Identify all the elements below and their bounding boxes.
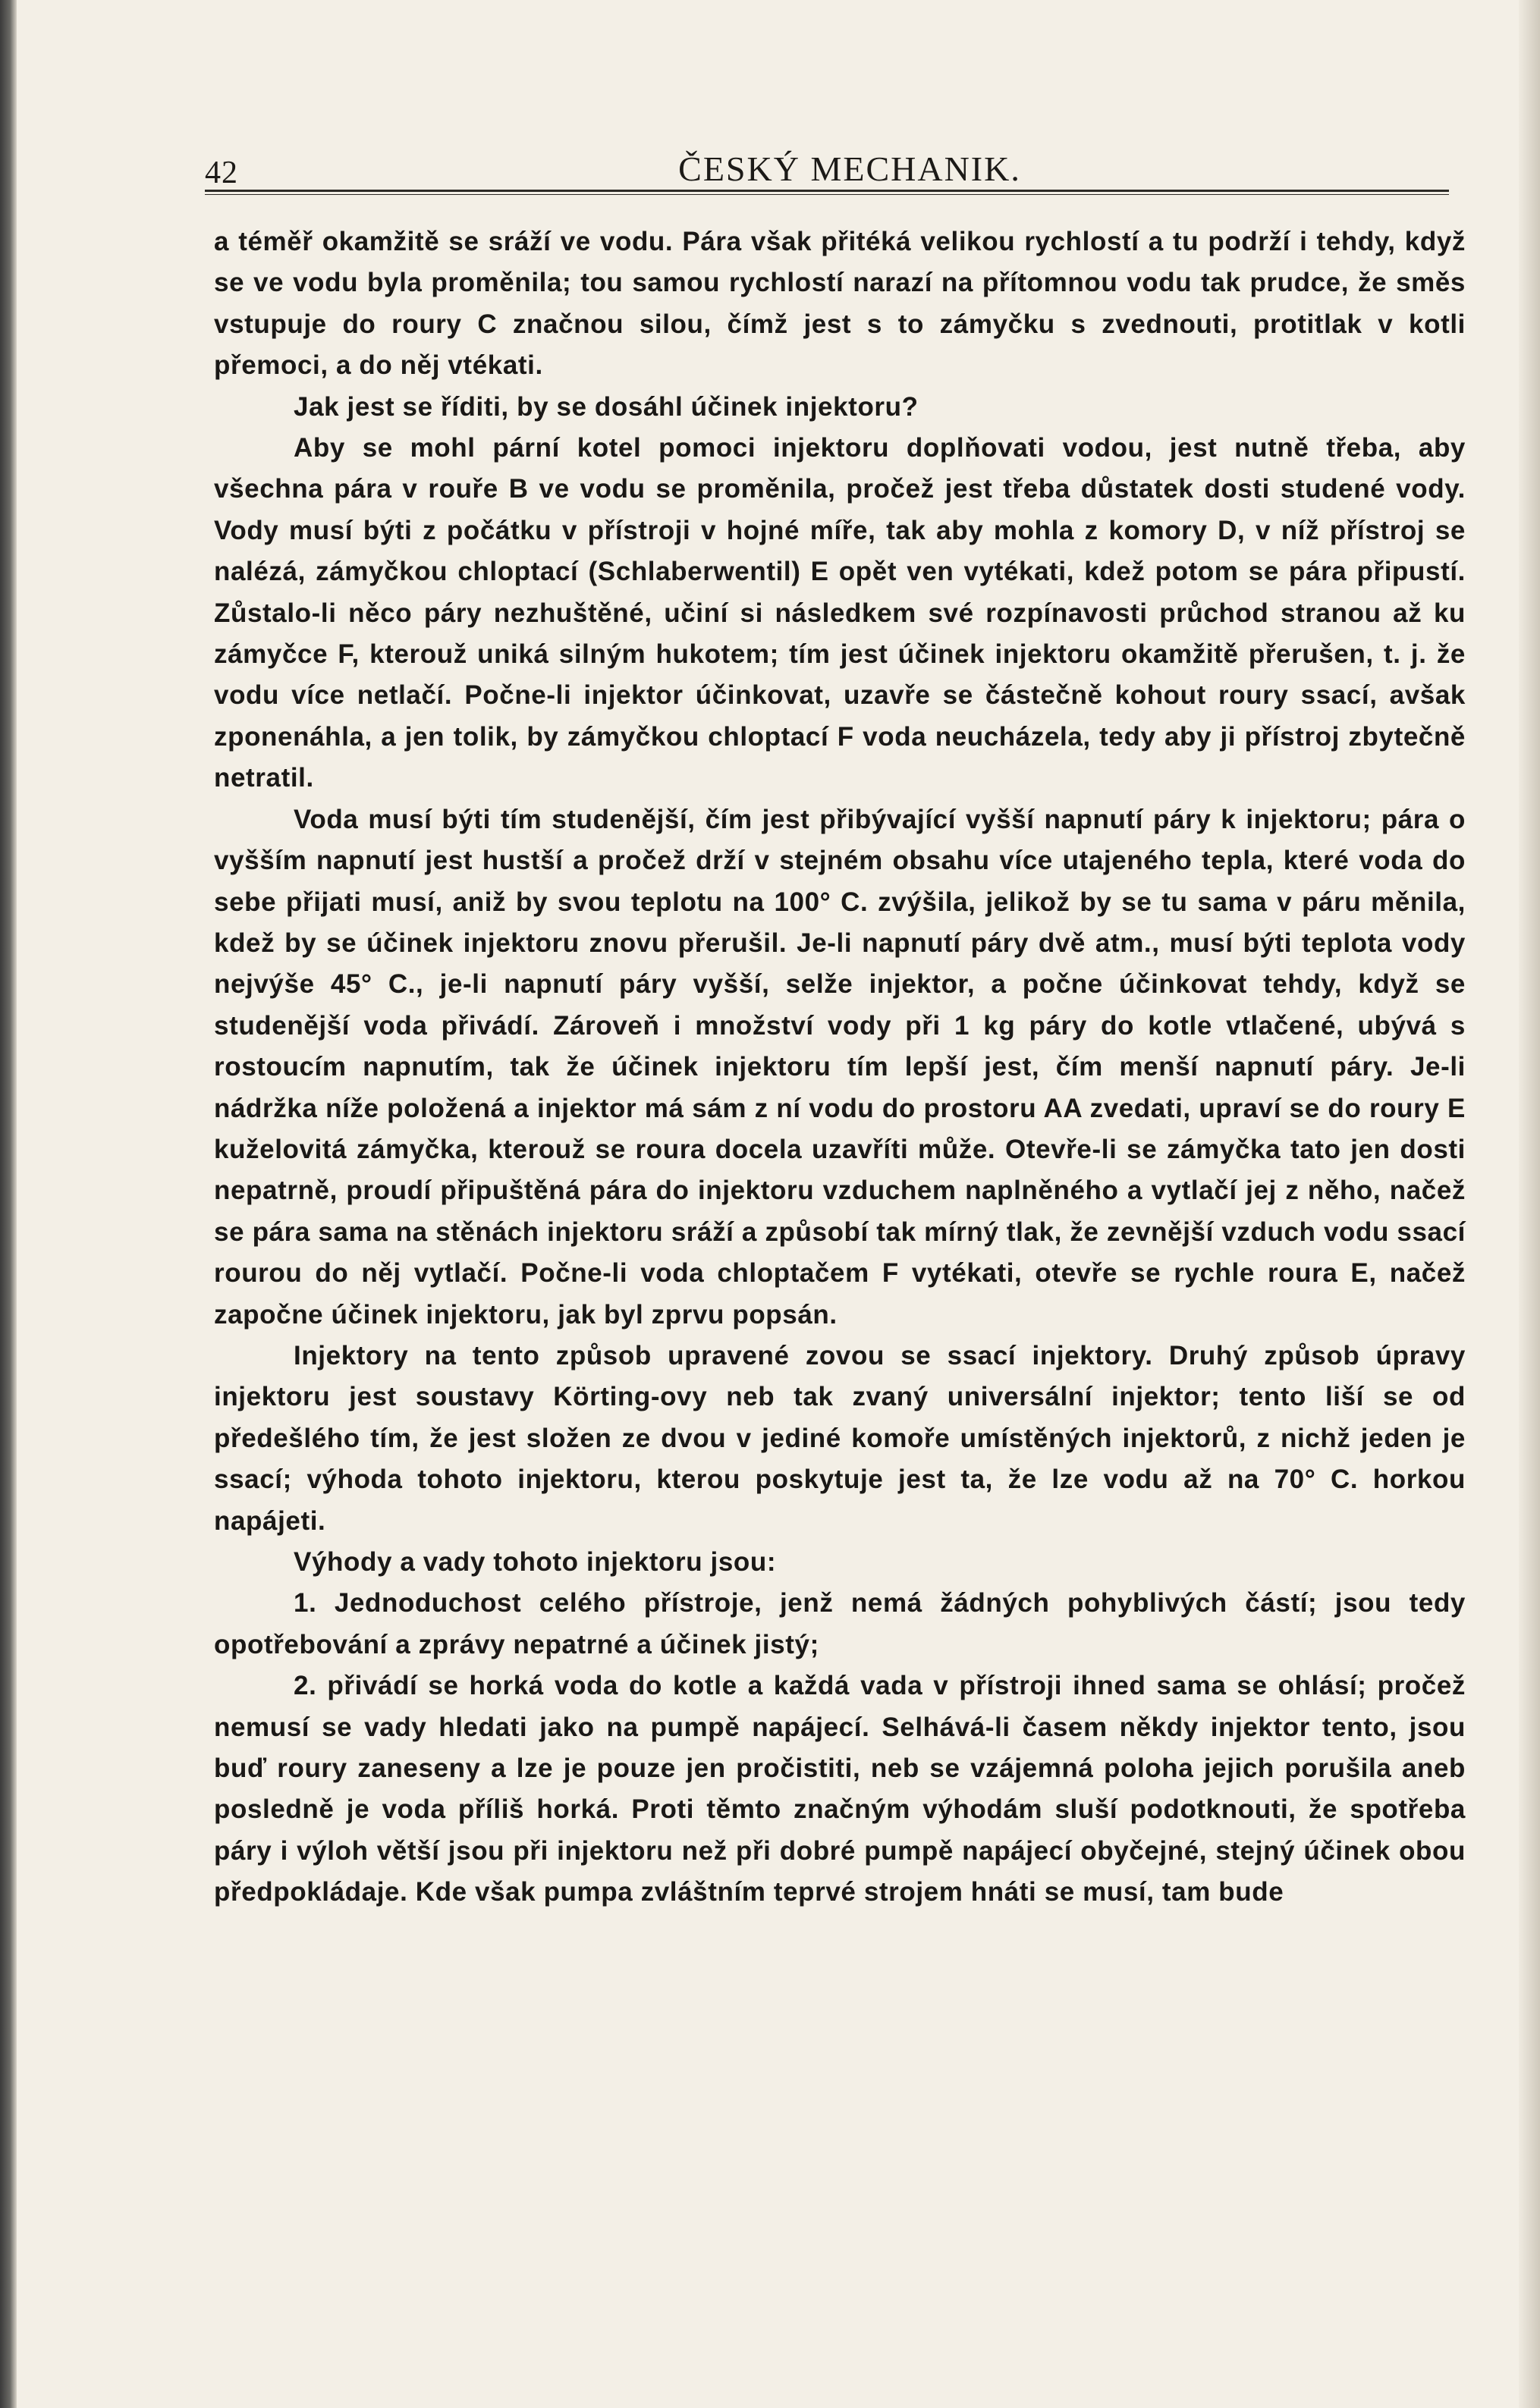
paragraph-advantage-2: 2. přivádí se horká voda do kotle a každá vada v přístroji ihned sama se ohlásí; pročež nemusí se vady hledati jako na pumpě napájecí. Selhává-li časem někdy injektor tento, jsou buď roury zaneseny a lze je pouze jen pročistiti, neb se vzájemná poloha jejich porušila aneb posledně je voda příliš horká. Proti těmto značným výhodám sluší podotknouti, že spotřeba páry i výloh větší jsou při injektoru než při dobré pumpě napájecí obyčejné, stejný účinek obou předpokládaje. Kde však pumpa zvláštním teprvé strojem hnáti se musí, tam bude xyxy=(214,1671,1466,1907)
body-text xyxy=(214,221,1466,1914)
paragraph-advantages-heading: Výhody a vady tohoto injektoru jsou: xyxy=(294,1547,777,1577)
paragraph-water-temperature: Voda musí býti tím studenější, čím jest přibývající vyšší napnutí páry k injektoru; pára o vyšším napnutí jest hustší a pročež drží v stejném obsahu více utajeného tepla, které voda do sebe přijati musí, aniž by svou teplotu na 100° C. zvýšila, jelikož by se tu sama v páru měnila, kdež by se účinek injektoru znovu přerušil. Je-li napnutí páry dvě atm., musí býti teplota vody nejvýše 45° C., je-li napnutí páry vyšší, selže injektor, a počne účinkovat tehdy, když se studenější voda přivádí. Zároveň i množství vody při 1 kg páry do kotle vtlačené, ubývá s rostoucím napnutím, tak že účinek injektoru tím lepší jest, čím menší napnutí páry. Je-li nádržka níže položená a injektor má sám z ní vodu do prostoru AA zvedati, upraví se do roury E kuželovitá zámyčka, kterouž se roura docela uzavříti může. Otevře-li se zámyčka tato jen dosti nepatrně, proudí připuštěná pára do injektoru vzduchem naplněného a vytlačí jej z něho, načež se pára sama na stěnách injektoru sráží a způsobí tak mírný tlak, že zevnější vzduch vodu ssací rourou do něj vytlačí. Počne-li voda chloptačem F vytékati, otevře se rychle roura E, načež započne účinek injektoru, jak byl zprvu popsán. xyxy=(214,804,1466,1330)
paragraph-suction-injectors: Injektory na tento způsob upravené zovou se ssací injektory. Druhý způsob úpravy injektoru jest soustavy Körting-ovy neb tak zvaný universální injektor; tento liší se od předešlého tím, že jest složen ze dvou v jediné komoře umístěných injektorů, z nichž jeden je ssací; výhoda tohoto injektoru, kterou poskytuje jest ta, že lze vodu až na 70° C. horkou napájeti. xyxy=(214,1340,1466,1536)
header-rule xyxy=(205,190,1449,195)
paragraph-advantage-1: 1. Jednoduchost celého přístroje, jenž nemá žádných pohyblivých částí; jsou tedy opotřebování a zprávy nepatrné a účinek jistý; xyxy=(214,1588,1466,1659)
journal-title: ČESKÝ MECHANIK. xyxy=(678,149,1021,188)
paragraph-continuation: a téměř okamžitě se sráží ve vodu. Pára však přitéká velikou rychlostí a tu podrží i tehdy, když se ve vodu byla proměnila; tou samou rychlostí narazí na přítomnou vodu tak prudce, že směs vstupuje do roury C značnou silou, čímž jest s to zámyčku s zvednouti, protitlak v kotli přemoci, a do něj vtékati. xyxy=(214,227,1466,381)
running-head xyxy=(205,149,1449,194)
page-number: 42 xyxy=(205,155,238,190)
paragraph-question: Jak jest se říditi, by se dosáhl účinek injektoru? xyxy=(294,391,919,422)
paragraph-filling-boiler: Aby se mohl pární kotel pomoci injektoru doplňovati vodou, jest nutně třeba, aby všechna pára v rouře B ve vodu se proměnila, pročež jest třeba důstatek dosti studené vody. Vody musí býti z počátku v přístroji v hojné míře, tak aby mohla z komory D, v níž přístroj se nalézá, zámyčkou chloptací (Schlaberwentil) E opět ven vytékati, kdež potom se pára připustí. Zůstalo-li něco páry nezhuštěné, učiní si následkem své rozpínavosti průchod stranou až ku zámyčce F, kterouž uniká silným hukotem; tím jest účinek injektoru okamžitě přerušen, t. j. že vodu více netlačí. Počne-li injektor účinkovat, uzavře se částečně kohout roury ssací, avšak zponenáhla, a jen tolik, by zámyčkou chloptací F voda neucházela, tedy aby ji přístroj zbytečně netratil. xyxy=(214,433,1466,793)
